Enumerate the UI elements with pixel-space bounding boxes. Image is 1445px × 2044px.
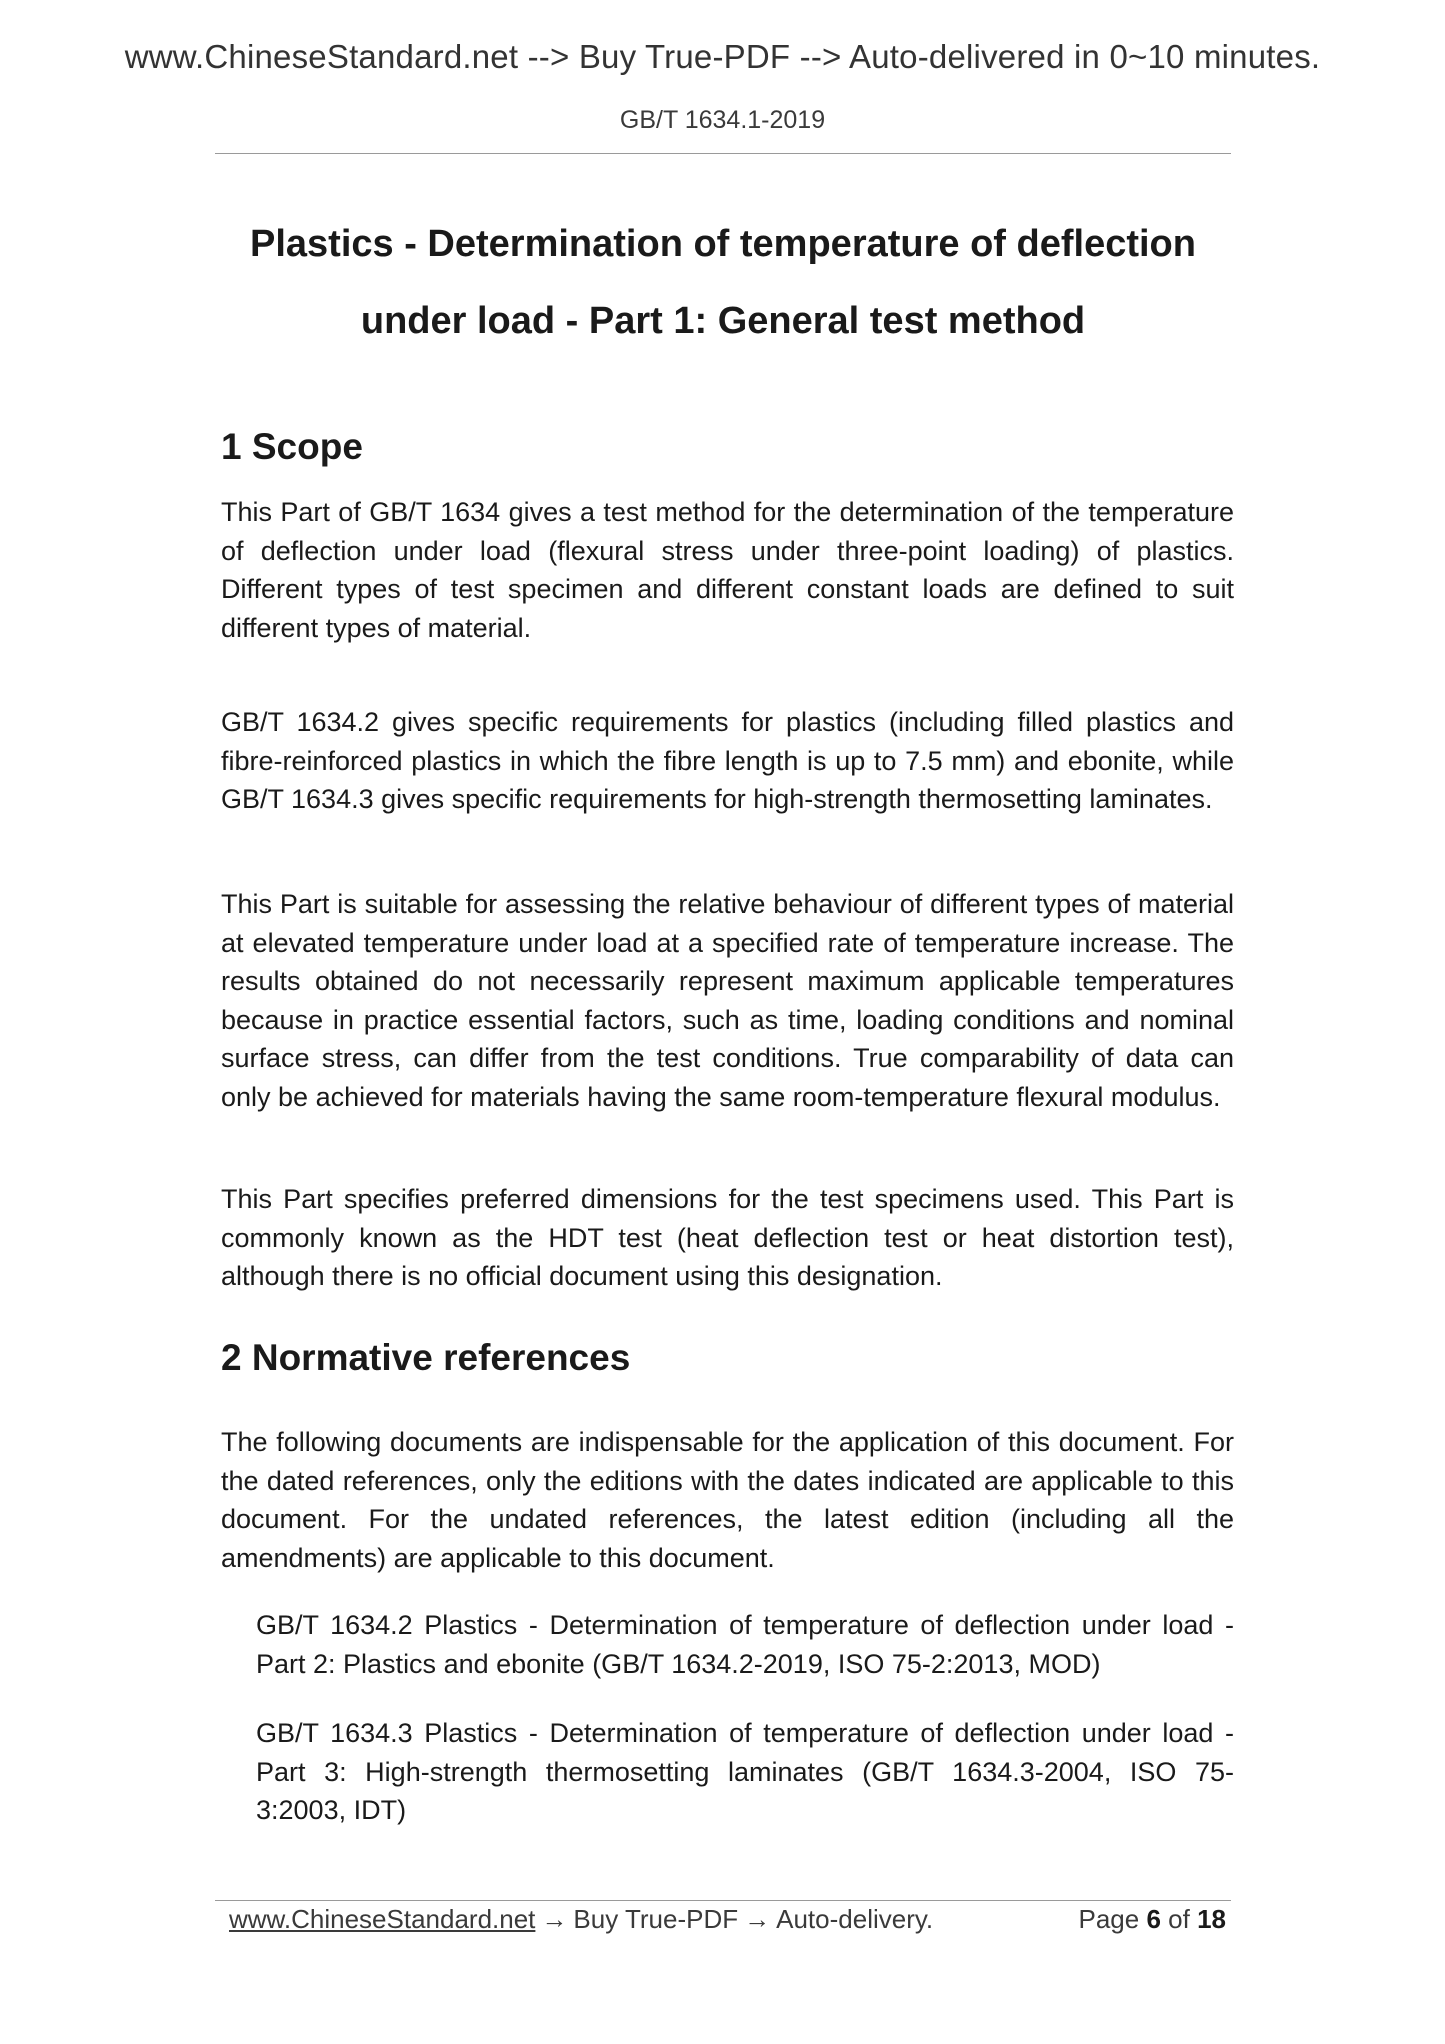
reference-item: GB/T 1634.2 Plastics - Determination of temperature of deflection under load - Part 2: Plastics and ebonite (GB/T 1634.2-2019, ISO 75-2:2013, MOD) [256, 1610, 1234, 1679]
document-title-line-2: under load - Part 1: General test method [360, 300, 1086, 342]
arrow-right-icon: → [541, 1904, 568, 1934]
page-current: 6 [1146, 1904, 1161, 1934]
arrow-right-icon: → [744, 1904, 771, 1934]
footer-promo [229, 1904, 933, 1935]
page-total: 18 [1197, 1904, 1226, 1934]
header-divider [215, 153, 1231, 154]
section-heading-scope: 1 Scope [221, 426, 363, 467]
page-number [1078, 1904, 1226, 1935]
page-of-label: of [1168, 1904, 1190, 1934]
footer-buy-text: Buy True-PDF [573, 1904, 739, 1934]
section-heading-normative-references: 2 Normative references [221, 1337, 631, 1378]
scope-paragraph-3: This Part is suitable for assessing the relative behaviour of different types of material at elevated temperature under load at a specified rate of temperature increase. The results obtained do not necessarily represent maximum applicable temperatures because in practice essential factors, such as time, loading conditions and nominal surface stress, can differ from the test conditions. True comparability of data can only be achieved for materials having the same room-temperature flexural modulus. [221, 889, 1234, 1112]
standard-code-header: GB/T 1634.1-2019 [619, 106, 826, 134]
scope-paragraph-4: This Part specifies preferred dimensions for the test specimens used. This Part is commonly known as the HDT test (heat deflection test or heat distortion test), although there is no official document using this designation. [221, 1184, 1234, 1291]
scope-paragraph-2: GB/T 1634.2 gives specific requirements for plastics (including filled plastics and fibre-reinforced plastics in which the fibre length is up to 7.5 mm) and ebonite, while GB/T 1634.3 gives specific requirements for high-strength thermosetting laminates. [221, 707, 1234, 814]
document-title [215, 206, 1231, 360]
page-label: Page [1078, 1904, 1140, 1934]
footer-divider [215, 1900, 1231, 1901]
scope-paragraph-1: This Part of GB/T 1634 gives a test method for the determination of the temperature of deflection under load (flexural stress under three-point loading) of plastics. Different types of test specimen and different constant loads are defined to suit different types of material. [221, 497, 1234, 643]
normative-references-intro: The following documents are indispensable for the application of this document. For the dated references, only the editions with the dates indicated are applicable to this document. For the undated references, the latest edition (including all the amendments) are applicable to this document. [221, 1427, 1234, 1573]
footer-site-link[interactable]: www.ChineseStandard.net [229, 1904, 536, 1934]
document-title-line-1: Plastics - Determination of temperature of deflection [250, 223, 1196, 265]
top-banner: www.ChineseStandard.net --> Buy True-PDF --> Auto-delivered in 0~10 minutes. [124, 38, 1321, 75]
reference-item: GB/T 1634.3 Plastics - Determination of temperature of deflection under load - Part 3: High-strength thermosetting laminates (GB/T 1634.3-2004, ISO 75-3:2003, IDT) [256, 1718, 1234, 1825]
footer-delivery-text: Auto-delivery. [776, 1904, 934, 1934]
